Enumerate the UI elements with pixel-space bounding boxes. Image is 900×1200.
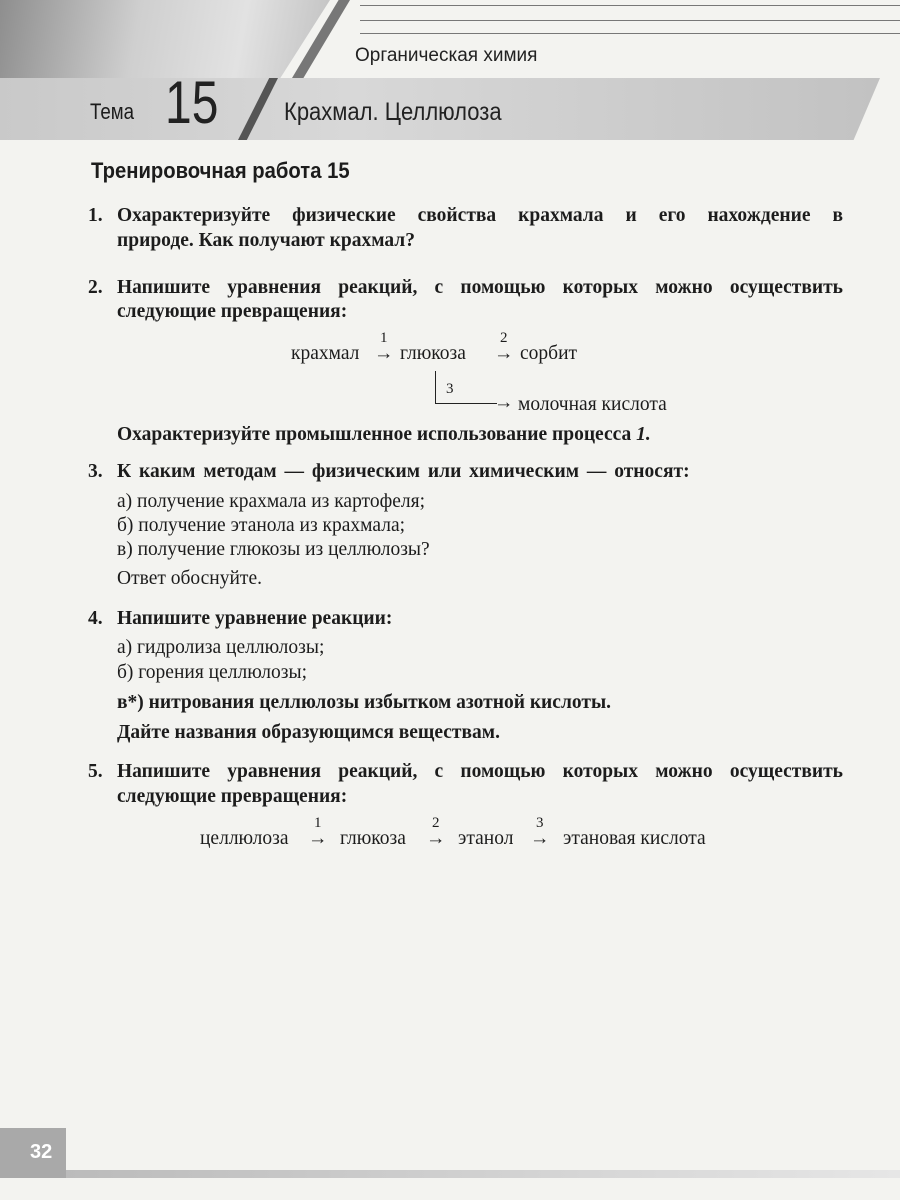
question-text: Напишите уравнение реакции: [117, 608, 393, 629]
branch-line [435, 403, 497, 404]
list-item: б) получение этанола из крахмала; [117, 515, 406, 536]
question-number: 3. [88, 461, 103, 482]
list-item: в) получение глюкозы из целлюлозы? [117, 539, 430, 560]
scheme-substance: молочная кислота [518, 394, 667, 415]
question-number: 1. [88, 205, 103, 226]
work-title: Тренировочная работа 15 [91, 158, 350, 183]
question-number: 4. [88, 608, 103, 629]
question-text: Напишите уравнения реакций, с помощью которых можно осуществить [117, 761, 843, 782]
list-item: б) горения целлюлозы; [117, 662, 308, 683]
scheme-substance: глюкоза [400, 343, 466, 364]
step-label: 1 [314, 815, 322, 831]
list-item: а) получение крахмала из картофеля; [117, 491, 425, 512]
arrow-icon: → [426, 828, 446, 849]
scheme-substance: сорбит [520, 343, 578, 364]
question-text: следующие превращения: [117, 301, 348, 322]
arrow-icon: → [494, 343, 514, 364]
topic-title: Крахмал. Целлюлоза [284, 98, 502, 126]
question-number: 2. [88, 277, 103, 298]
tema-label: Тема [90, 99, 135, 124]
arrow-icon: → [494, 392, 514, 413]
question-text: К каким методам — физическим или химическим — относят: [117, 461, 690, 482]
page-number: 32 [30, 1141, 53, 1163]
question-text: 1. [636, 424, 651, 445]
list-item: в*) нитрования целлюлозы избытком азотной кислоты. [117, 692, 612, 713]
section-title: Органическая химия [355, 45, 538, 66]
step-label: 2 [432, 815, 440, 831]
question-number: 5. [88, 761, 103, 782]
arrow-icon: → [530, 828, 550, 849]
step-label: 3 [536, 815, 544, 831]
step-label: 3 [446, 381, 454, 397]
scheme-substance: этановая кислота [563, 828, 706, 849]
question-text: следующие превращения: [117, 786, 348, 807]
question-text: Дайте названия образующимся веществам. [117, 722, 500, 743]
footer-line [66, 1170, 900, 1178]
tema-number: 15 [165, 69, 219, 136]
scheme-substance: этанол [458, 828, 514, 849]
branch-line [435, 371, 436, 403]
scheme-substance: крахмал [291, 343, 360, 364]
question-text: Охарактеризуйте физические свойства крахмала и его нахождение в [117, 205, 843, 226]
question-text: Напишите уравнения реакций, с помощью которых можно осуществить [117, 277, 843, 298]
scheme-substance: глюкоза [340, 828, 406, 849]
arrow-icon: → [374, 343, 394, 364]
list-item: а) гидролиза целлюлозы; [117, 637, 325, 658]
question-text: Охарактеризуйте промышленное использование процесса [117, 424, 632, 445]
scheme-substance: целлюлоза [200, 828, 289, 849]
question-text: природе. Как получают крахмал? [117, 230, 415, 251]
arrow-icon: → [308, 828, 328, 849]
step-label: 1 [380, 330, 388, 346]
step-label: 2 [500, 330, 508, 346]
question-text: Ответ обоснуйте. [117, 568, 262, 589]
